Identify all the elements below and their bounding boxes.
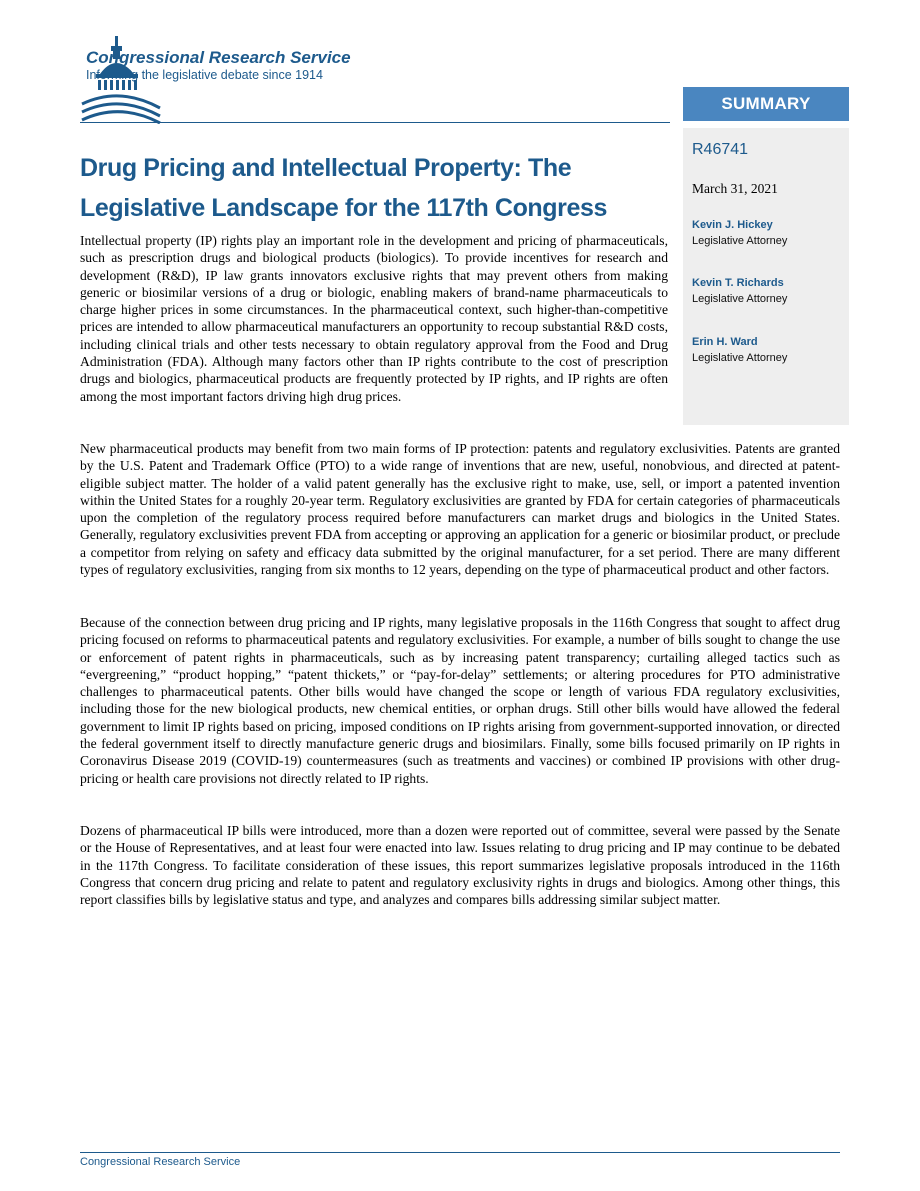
report-title: Drug Pricing and Intellectual Property: The Legislative Landscape for the 117th Congress [80, 154, 608, 222]
footer-divider [80, 1152, 840, 1153]
summary-sidebar [683, 128, 849, 425]
report-number: R46741 [692, 141, 749, 158]
summary-paragraph: Because of the connection between drug pricing and IP rights, many legislative proposals in the 116th Congress that sought to affect drug pricing focused on reforms to pharmaceutical patents and regulatory exclusivities. For example, a number of bills sought to change the use or enforcement of patent rights in pharmaceuticals, such as by increasing patent transparency; curtailing alleged tactics such as “evergreening,” “product hopping,” “patent thickets,” or “pay-for-delay” settlements; or altering procedures for PTO administrative challenges to pharmaceutical patents. Other bills would have changed the scope or length of various FDA regulatory exclusivities, including those for the new biological products, new chemical entities, or orphan drugs. Still other bills would have allowed the federal government to limit IP rights based on pricing, imposed conditions on IP rights arising from government-supported innovation, or directed the federal government itself to directly manufacture generic drugs and biosimilars. Finally, some bills focused primarily on IP rights in Coronavirus Disease 2019 (COVID-19) countermeasures (such as treatments and vaccines) or combined IP provisions with other drug-pricing or health care provisions not directly related to IP rights. [80, 615, 840, 786]
author-name: Erin H. Ward [692, 336, 758, 348]
summary-tab: SUMMARY [683, 87, 849, 121]
author-block [692, 217, 787, 249]
author-title: Legislative Attorney [692, 293, 788, 305]
org-tagline: Informing the legislative debate since 1914 [86, 68, 323, 82]
author-block [692, 275, 787, 307]
summary-paragraph: Dozens of pharmaceutical IP bills were introduced, more than a dozen were reported out of committee, several were passed by the Senate or the House of Representatives, and at least four were enacted into law. Issues relating to drug pricing and IP may continue to be debated in the 117th Congress. To facilitate consideration of these issues, this report summarizes legislative proposals introduced in the 116th Congress that concern drug pricing and relate to patent and regulatory exclusivity rights in drugs and biologics. Among other things, this report classifies bills by legislative status and type, and analyzes and compares bills addressing similar subject matter. [80, 823, 840, 908]
author-name: Kevin J. Hickey [692, 219, 773, 231]
report-date: March 31, 2021 [692, 181, 778, 196]
author-title: Legislative Attorney [692, 235, 788, 247]
summary-paragraph: New pharmaceutical products may benefit from two main forms of IP protection: patents and regulatory exclusivities. Patents are granted by the U.S. Patent and Trademark Office (PTO) to a wide range of inventions that are new, useful, nonobvious, and directed at patent-eligible subject matter. The holder of a valid patent generally has the exclusive right to make, use, sell, or import a patented invention within the United States for a roughly 20-year term. Regulatory exclusivities are granted by FDA for certain categories of pharmaceuticals upon the completion of the regulatory process required before manufacturers can market drugs and biologics in the United States. Generally, regulatory exclusivities prevent FDA from accepting or approving an application for a generic or biosimilar product, or preclude a competitor from relying on safety and efficacy data submitted by the original manufacturer, for a set period. There are many different types of regulatory exclusivities, ranging from six months to 12 years, depending on the type of pharmaceutical product and other factors. [80, 441, 840, 578]
summary-paragraph: Intellectual property (IP) rights play an important role in the development and pricing of pharmaceuticals, such as prescription drugs and biological products (biologics). To provide incentives for research and development (R&D), IP law grants innovators exclusive rights that may prevent others from making generic or biosimilar versions of a drug or biologic, enabling makers of brand-name pharmaceuticals to charge higher prices in some circumstances. In the pharmaceutical context, such higher-than-competitive prices are intended to allow pharmaceutical manufacturers an opportunity to recoup substantial R&D costs, including clinical trials and other tests necessary to obtain regulatory approval from the Food and Drug Administration (FDA). Although many factors other than IP rights contribute to the cost of prescription drugs and biologics, pharmaceutical products are frequently protected by IP rights, and IP rights are often among the most important factors driving high drug prices. [80, 233, 668, 404]
author-block [692, 334, 787, 366]
header-divider [80, 122, 670, 123]
org-name: Congressional Research Service [86, 48, 351, 67]
author-title: Legislative Attorney [692, 352, 788, 364]
footer-text: Congressional Research Service [80, 1156, 241, 1168]
author-name: Kevin T. Richards [692, 277, 784, 289]
